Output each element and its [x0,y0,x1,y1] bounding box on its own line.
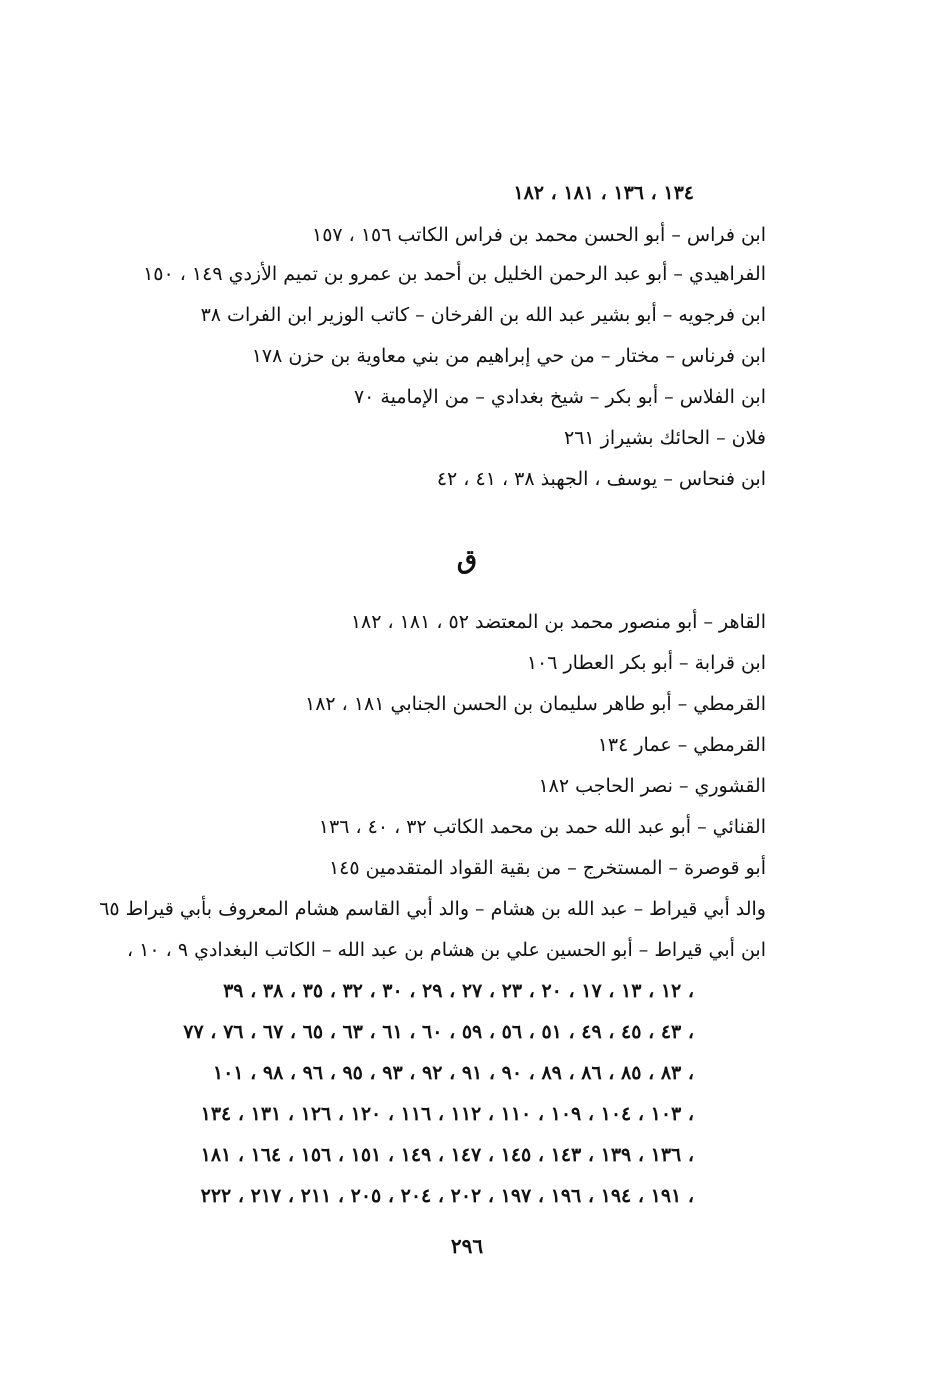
index-entry-continuation: ١٣٦ ، ١٣٩ ، ١٤٣ ، ١٤٥ ، ١٤٧ ، ١٤٩ ، ١٥١ ، ١٥٦ ، ١٦٤ ، ١٨١ ، [200,1144,694,1166]
index-entry: القرمطي – أبو طاهر سليمان بن الحسن الجنابي ١٨١ ، ١٨٢ [305,693,766,715]
index-entry: أبو قوصرة – المستخرج – من بقية القواد المتقدمين ١٤٥ [328,857,766,879]
index-entry: القشوري – نصر الحاجب ١٨٢ [538,775,766,797]
index-entry: ابن فنحاس – يوسف ، الجهبذ ٣٨ ، ٤١ ، ٤٢ [436,468,766,490]
page-number: ٢٩٦ [450,1234,484,1258]
index-entry-continuation: ٨٣ ، ٨٥ ، ٨٦ ، ٨٩ ، ٩٠ ، ٩١ ، ٩٢ ، ٩٣ ، ٩٥ ، ٩٦ ، ٩٨ ، ١٠١ ، [212,1062,694,1084]
index-entry: فلان – الحائك بشيراز ٢٦١ [564,427,766,449]
index-entry-continuation: ١٢ ، ١٣ ، ١٧ ، ٢٠ ، ٢٣ ، ٢٧ ، ٢٩ ، ٣٠ ، ٣٢ ، ٣٥ ، ٣٨ ، ٣٩ ، [223,980,694,1002]
index-entry: والد أبي قيراط – عبد الله بن هشام – والد أبي القاسم هشام المعروف بأبي قيراط ٦٥ [99,898,766,920]
index-entry: ابن فرناس – مختار – من حي إبراهيم من بني معاوية بن حزن ١٧٨ [251,345,766,367]
index-entry: القاهر – أبو منصور محمد بن المعتضد ٥٢ ، ١٨١ ، ١٨٢ [350,611,766,633]
index-entry: القنائي – أبو عبد الله حمد بن محمد الكاتب ٣٢ ، ٤٠ ، ١٣٦ [318,816,766,838]
index-entry: القرمطي – عمار ١٣٤ [597,734,766,756]
index-entry: ابن فرجويه – أبو بشير عبد الله بن الفرخان – كاتب الوزير ابن الفرات ٣٨ [200,304,766,326]
section-heading: ق [456,545,478,575]
index-entry: ابن أبي قيراط – أبو الحسين علي بن هشام بن عبد الله – الكاتب البغدادي ٩ ، ١٠ ، [127,939,766,961]
index-entry-continuation: ١٠٣ ، ١٠٤ ، ١٠٩ ، ١١٠ ، ١١٢ ، ١١٦ ، ١٢٠ ، ١٢٦ ، ١٣١ ، ١٣٤ ، [200,1103,694,1125]
index-entry: ابن فراس – أبو الحسن محمد بن فراس الكاتب ١٥٦ ، ١٥٧ [311,224,766,246]
index-entry: الفراهيدي – أبو عبد الرحمن الخليل بن أحمد بن عمرو بن تميم الأزدي ١٤٩ ، ١٥٠ [143,263,766,285]
index-entry: ابن الفلاس – أبو بكر – شيخ بغدادي – من الإمامية ٧٠ [353,386,766,408]
index-entry: ابن قرابة – أبو بكر العطار ١٠٦ [526,652,766,674]
index-entry: ١٣٤ ، ١٣٦ ، ١٨١ ، ١٨٢ [513,182,694,204]
index-entry-continuation: ١٩١ ، ١٩٤ ، ١٩٦ ، ١٩٧ ، ٢٠٢ ، ٢٠٤ ، ٢٠٥ ، ٢١١ ، ٢١٧ ، ٢٢٢ ، [200,1185,694,1207]
index-entry-continuation: ٤٣ ، ٤٥ ، ٤٩ ، ٥١ ، ٥٦ ، ٥٩ ، ٦٠ ، ٦١ ، ٦٣ ، ٦٥ ، ٦٧ ، ٧٦ ، ٧٧ ، [183,1021,694,1043]
